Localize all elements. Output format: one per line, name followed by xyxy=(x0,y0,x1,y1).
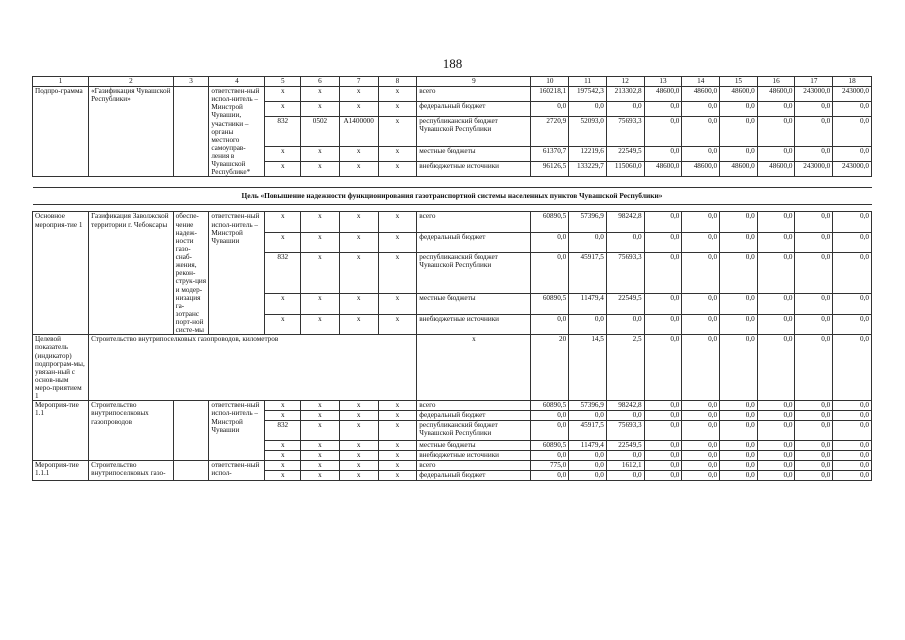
year-value: 0,0 xyxy=(795,461,833,471)
budget-table xyxy=(32,76,872,481)
year-value: 0,0 xyxy=(757,471,795,481)
year-value: 48600,0 xyxy=(682,87,720,102)
goal-cell xyxy=(173,87,209,177)
year-value: 0,0 xyxy=(682,314,720,335)
expense-type-code: х xyxy=(378,294,417,314)
year-value: 0,0 xyxy=(795,147,833,162)
expense-type-code: х xyxy=(378,147,417,162)
indicator-value: 0,0 xyxy=(682,335,720,401)
year-value: 0,0 xyxy=(720,117,758,147)
year-value: 22549,5 xyxy=(606,294,644,314)
column-number: 1 xyxy=(33,77,89,87)
year-value: 60890,5 xyxy=(531,212,569,232)
year-value: 11479,4 xyxy=(569,294,607,314)
column-number: 2 xyxy=(89,77,174,87)
year-value: 0,0 xyxy=(795,253,833,294)
grbs-code: х xyxy=(265,314,301,335)
year-value: 0,0 xyxy=(569,232,607,252)
year-value: 0,0 xyxy=(682,253,720,294)
year-value: 0,0 xyxy=(644,401,682,411)
name-cell: Строительство внутрипоселковых газо- xyxy=(89,461,174,481)
expense-type-code: х xyxy=(378,471,417,481)
program-code: х xyxy=(339,314,378,335)
section-code: х xyxy=(301,441,340,451)
section-code: х xyxy=(301,401,340,411)
grbs-code: 832 xyxy=(265,117,301,147)
year-value: 57396,9 xyxy=(569,212,607,232)
indicator-value: 0,0 xyxy=(720,335,758,401)
column-number: 18 xyxy=(833,77,872,87)
year-value: 11479,4 xyxy=(569,441,607,451)
column-number: 6 xyxy=(301,77,340,87)
goal-cell: обеспе-чение надеж-ности газо-снаб-жения, рекон-струк-ция и модер-низация га-зотранс порт-ной систе-мы xyxy=(173,212,209,335)
year-value: 12219,6 xyxy=(569,147,607,162)
column-number: 4 xyxy=(209,77,265,87)
table-row xyxy=(33,461,872,471)
program-code: х xyxy=(339,411,378,421)
year-value: 0,0 xyxy=(569,102,607,117)
year-value: 1612,1 xyxy=(606,461,644,471)
indicator-value: 0,0 xyxy=(644,335,682,401)
year-value: 0,0 xyxy=(795,314,833,335)
grbs-code: 832 xyxy=(265,253,301,294)
expense-type-code: х xyxy=(378,421,417,441)
year-value: 0,0 xyxy=(757,212,795,232)
grbs-code: х xyxy=(265,147,301,162)
year-value: 0,0 xyxy=(644,102,682,117)
year-value: 0,0 xyxy=(644,294,682,314)
year-value: 0,0 xyxy=(606,314,644,335)
grbs-code: х xyxy=(265,401,301,411)
year-value: 0,0 xyxy=(757,253,795,294)
year-value: 0,0 xyxy=(720,471,758,481)
year-value: 0,0 xyxy=(569,461,607,471)
year-value: 48600,0 xyxy=(757,87,795,102)
year-value: 0,0 xyxy=(720,147,758,162)
year-value: 0,0 xyxy=(833,212,872,232)
year-value: 48600,0 xyxy=(644,162,682,177)
year-value: 0,0 xyxy=(795,411,833,421)
year-value: 0,0 xyxy=(644,471,682,481)
year-value: 0,0 xyxy=(795,212,833,232)
year-value: 75693,3 xyxy=(606,421,644,441)
year-value: 0,0 xyxy=(757,314,795,335)
year-value: 0,0 xyxy=(795,401,833,411)
year-value: 0,0 xyxy=(720,314,758,335)
funding-source: всего xyxy=(417,212,531,232)
grbs-code: х xyxy=(265,451,301,461)
spacer xyxy=(33,177,872,188)
year-value: 0,0 xyxy=(531,232,569,252)
expense-type-code: х xyxy=(378,253,417,294)
goal-row xyxy=(33,188,872,205)
year-value: 0,0 xyxy=(757,147,795,162)
funding-source: внебюджетные источники xyxy=(417,314,531,335)
year-value: 48600,0 xyxy=(720,87,758,102)
funding-source: всего xyxy=(417,461,531,471)
year-value: 0,0 xyxy=(720,411,758,421)
indicator-row xyxy=(33,335,872,401)
expense-type-code: х xyxy=(378,232,417,252)
year-value: 45917,5 xyxy=(569,421,607,441)
year-value: 0,0 xyxy=(682,294,720,314)
year-value: 0,0 xyxy=(531,451,569,461)
level-cell: Мероприя-тие 1.1.1 xyxy=(33,461,89,481)
year-value: 0,0 xyxy=(682,102,720,117)
funding-source: местные бюджеты xyxy=(417,294,531,314)
funding-source: местные бюджеты xyxy=(417,147,531,162)
grbs-code: х xyxy=(265,232,301,252)
year-value: 0,0 xyxy=(682,232,720,252)
program-code: х xyxy=(339,162,378,177)
column-number: 3 xyxy=(173,77,209,87)
year-value: 0,0 xyxy=(833,411,872,421)
year-value: 48600,0 xyxy=(644,87,682,102)
year-value: 115060,0 xyxy=(606,162,644,177)
page-number: 188 xyxy=(442,56,463,71)
indicator-value: 20 xyxy=(531,335,569,401)
year-value: 0,0 xyxy=(569,471,607,481)
year-value: 0,0 xyxy=(795,441,833,451)
year-value: 0,0 xyxy=(833,461,872,471)
section-code: х xyxy=(301,87,340,102)
column-number: 10 xyxy=(531,77,569,87)
expense-type-code: х xyxy=(378,411,417,421)
executor-cell: ответствен-ный испол- xyxy=(209,461,265,481)
year-value: 0,0 xyxy=(644,117,682,147)
year-value: 0,0 xyxy=(720,212,758,232)
year-value: 0,0 xyxy=(606,471,644,481)
executor-cell: ответствен-ный испол-нитель – Минстрой Чувашии xyxy=(209,401,265,461)
year-value: 0,0 xyxy=(795,471,833,481)
year-value: 0,0 xyxy=(682,411,720,421)
indicator-value: 2,5 xyxy=(606,335,644,401)
year-value: 0,0 xyxy=(720,421,758,441)
program-code: х xyxy=(339,147,378,162)
header-row xyxy=(33,77,872,87)
year-value: 0,0 xyxy=(644,411,682,421)
year-value: 2720,9 xyxy=(531,117,569,147)
program-code: х xyxy=(339,401,378,411)
column-number: 17 xyxy=(795,77,833,87)
expense-type-code: х xyxy=(378,87,417,102)
indicator-label: Целевой показатель (индикатор) подпрограм-мы, увязан-ный с основ-ным меро-приятием 1 xyxy=(33,335,89,401)
year-value: 0,0 xyxy=(720,253,758,294)
year-value: 0,0 xyxy=(531,471,569,481)
year-value: 0,0 xyxy=(833,401,872,411)
year-value: 0,0 xyxy=(569,411,607,421)
program-code: х xyxy=(339,87,378,102)
goal-cell xyxy=(173,401,209,461)
year-value: 0,0 xyxy=(606,102,644,117)
year-value: 0,0 xyxy=(757,421,795,441)
year-value: 60890,5 xyxy=(531,441,569,451)
year-value: 0,0 xyxy=(606,451,644,461)
year-value: 0,0 xyxy=(682,401,720,411)
table-row xyxy=(33,401,872,411)
grbs-code: х xyxy=(265,294,301,314)
funding-source: местные бюджеты xyxy=(417,441,531,451)
year-value: 0,0 xyxy=(795,117,833,147)
name-cell: «Газификация Чувашской Республики» xyxy=(89,87,174,177)
year-value: 0,0 xyxy=(644,441,682,451)
year-value: 98242,8 xyxy=(606,212,644,232)
year-value: 0,0 xyxy=(833,147,872,162)
year-value: 160218,1 xyxy=(531,87,569,102)
year-value: 0,0 xyxy=(531,421,569,441)
expense-type-code: х xyxy=(378,451,417,461)
funding-source: федеральный бюджет xyxy=(417,232,531,252)
year-value: 98242,8 xyxy=(606,401,644,411)
section-code: х xyxy=(301,411,340,421)
year-value: 0,0 xyxy=(757,411,795,421)
indicator-value: 0,0 xyxy=(833,335,872,401)
column-number: 16 xyxy=(757,77,795,87)
year-value: 61370,7 xyxy=(531,147,569,162)
indicator-source: х xyxy=(417,335,531,401)
section-code: х xyxy=(301,147,340,162)
grbs-code: 832 xyxy=(265,421,301,441)
year-value: 213302,8 xyxy=(606,87,644,102)
year-value: 0,0 xyxy=(644,147,682,162)
year-value: 0,0 xyxy=(644,232,682,252)
program-code: х xyxy=(339,471,378,481)
year-value: 0,0 xyxy=(720,102,758,117)
expense-type-code: х xyxy=(378,461,417,471)
year-value: 0,0 xyxy=(795,451,833,461)
program-code: А1400000 xyxy=(339,117,378,147)
column-number: 9 xyxy=(417,77,531,87)
year-value: 0,0 xyxy=(757,401,795,411)
column-number: 5 xyxy=(265,77,301,87)
year-value: 52093,0 xyxy=(569,117,607,147)
table-body xyxy=(33,77,872,481)
column-number: 14 xyxy=(682,77,720,87)
section-code: 0502 xyxy=(301,117,340,147)
section-code: х xyxy=(301,102,340,117)
section-code: х xyxy=(301,471,340,481)
year-value: 0,0 xyxy=(644,451,682,461)
year-value: 0,0 xyxy=(569,451,607,461)
column-number: 11 xyxy=(569,77,607,87)
year-value: 243000,0 xyxy=(795,162,833,177)
year-value: 0,0 xyxy=(531,411,569,421)
year-value: 0,0 xyxy=(795,294,833,314)
year-value: 0,0 xyxy=(644,314,682,335)
grbs-code: х xyxy=(265,102,301,117)
section-code: х xyxy=(301,253,340,294)
funding-source: республиканский бюджет Чувашской Республики xyxy=(417,117,531,147)
funding-source: республиканский бюджет Чувашской Республики xyxy=(417,421,531,441)
expense-type-code: х xyxy=(378,162,417,177)
year-value: 0,0 xyxy=(833,232,872,252)
grbs-code: х xyxy=(265,461,301,471)
year-value: 775,0 xyxy=(531,461,569,471)
year-value: 0,0 xyxy=(682,471,720,481)
year-value: 0,0 xyxy=(531,253,569,294)
column-number: 13 xyxy=(644,77,682,87)
executor-cell: ответствен-ный испол-нитель – Минстрой Чувашии xyxy=(209,212,265,335)
year-value: 60890,5 xyxy=(531,401,569,411)
year-value: 48600,0 xyxy=(682,162,720,177)
section-code: х xyxy=(301,314,340,335)
program-code: х xyxy=(339,294,378,314)
year-value: 243000,0 xyxy=(795,87,833,102)
year-value: 0,0 xyxy=(644,421,682,441)
executor-cell: ответствен-ный испол-нитель – Минстрой Чувашии, участники – органы местного самоуправ-ления в Чувашской Республике* xyxy=(209,87,265,177)
program-code: х xyxy=(339,102,378,117)
grbs-code: х xyxy=(265,411,301,421)
year-value: 0,0 xyxy=(833,314,872,335)
year-value: 0,0 xyxy=(682,117,720,147)
program-code: х xyxy=(339,461,378,471)
section-code: х xyxy=(301,421,340,441)
year-value: 0,0 xyxy=(833,421,872,441)
year-value: 0,0 xyxy=(682,212,720,232)
spacer-row xyxy=(33,177,872,188)
year-value: 0,0 xyxy=(720,451,758,461)
year-value: 0,0 xyxy=(795,102,833,117)
level-cell: Основное мероприя-тие 1 xyxy=(33,212,89,335)
grbs-code: х xyxy=(265,441,301,451)
year-value: 0,0 xyxy=(757,294,795,314)
year-value: 0,0 xyxy=(757,232,795,252)
year-value: 0,0 xyxy=(757,102,795,117)
level-cell: Мероприя-тие 1.1 xyxy=(33,401,89,461)
column-number: 12 xyxy=(606,77,644,87)
year-value: 0,0 xyxy=(795,232,833,252)
indicator-value: 0,0 xyxy=(795,335,833,401)
year-value: 96126,5 xyxy=(531,162,569,177)
year-value: 0,0 xyxy=(833,253,872,294)
year-value: 243000,0 xyxy=(833,162,872,177)
column-number: 15 xyxy=(720,77,758,87)
table-row xyxy=(33,212,872,232)
year-value: 0,0 xyxy=(757,461,795,471)
expense-type-code: х xyxy=(378,212,417,232)
funding-source: всего xyxy=(417,401,531,411)
year-value: 0,0 xyxy=(644,212,682,232)
year-value: 0,0 xyxy=(606,232,644,252)
year-value: 0,0 xyxy=(531,314,569,335)
year-value: 0,0 xyxy=(720,232,758,252)
program-code: х xyxy=(339,421,378,441)
year-value: 45917,5 xyxy=(569,253,607,294)
year-value: 0,0 xyxy=(682,441,720,451)
section-code: х xyxy=(301,232,340,252)
year-value: 0,0 xyxy=(757,117,795,147)
table-row xyxy=(33,87,872,102)
year-value: 0,0 xyxy=(720,401,758,411)
year-value: 0,0 xyxy=(795,421,833,441)
goal-title: Цель «Повышение надежности функционирования газотранспортной системы населенных пунктов Чувашской Республики» xyxy=(33,188,872,205)
funding-source: федеральный бюджет xyxy=(417,471,531,481)
section-code: х xyxy=(301,162,340,177)
funding-source: внебюджетные источники xyxy=(417,451,531,461)
expense-type-code: х xyxy=(378,441,417,451)
year-value: 0,0 xyxy=(833,441,872,451)
year-value: 0,0 xyxy=(720,294,758,314)
expense-type-code: х xyxy=(378,314,417,335)
expense-type-code: х xyxy=(378,102,417,117)
year-value: 0,0 xyxy=(682,461,720,471)
program-code: х xyxy=(339,441,378,451)
section-code: х xyxy=(301,294,340,314)
spacer-row xyxy=(33,205,872,212)
expense-type-code: х xyxy=(378,117,417,147)
year-value: 0,0 xyxy=(833,471,872,481)
expense-type-code: х xyxy=(378,401,417,411)
column-number: 8 xyxy=(378,77,417,87)
year-value: 0,0 xyxy=(833,102,872,117)
year-value: 0,0 xyxy=(682,147,720,162)
funding-source: федеральный бюджет xyxy=(417,102,531,117)
grbs-code: х xyxy=(265,212,301,232)
year-value: 0,0 xyxy=(682,421,720,441)
year-value: 0,0 xyxy=(757,451,795,461)
year-value: 22549,5 xyxy=(606,441,644,451)
year-value: 133229,7 xyxy=(569,162,607,177)
program-code: х xyxy=(339,451,378,461)
year-value: 75693,3 xyxy=(606,253,644,294)
year-value: 0,0 xyxy=(757,441,795,451)
year-value: 22549,5 xyxy=(606,147,644,162)
year-value: 48600,0 xyxy=(757,162,795,177)
year-value: 57396,9 xyxy=(569,401,607,411)
year-value: 0,0 xyxy=(644,253,682,294)
name-cell: Строительство внутрипоселковых газопроводов xyxy=(89,401,174,461)
column-number: 7 xyxy=(339,77,378,87)
level-cell: Подпро-грамма xyxy=(33,87,89,177)
year-value: 0,0 xyxy=(531,102,569,117)
grbs-code: х xyxy=(265,471,301,481)
year-value: 48600,0 xyxy=(720,162,758,177)
goal-cell xyxy=(173,461,209,481)
year-value: 243000,0 xyxy=(833,87,872,102)
year-value: 60890,5 xyxy=(531,294,569,314)
year-value: 0,0 xyxy=(833,294,872,314)
program-code: х xyxy=(339,253,378,294)
section-code: х xyxy=(301,212,340,232)
funding-source: федеральный бюджет xyxy=(417,411,531,421)
year-value: 0,0 xyxy=(720,461,758,471)
year-value: 0,0 xyxy=(644,461,682,471)
year-value: 0,0 xyxy=(833,451,872,461)
year-value: 0,0 xyxy=(682,451,720,461)
year-value: 75693,3 xyxy=(606,117,644,147)
year-value: 0,0 xyxy=(569,314,607,335)
funding-source: всего xyxy=(417,87,531,102)
program-code: х xyxy=(339,212,378,232)
funding-source: внебюджетные источники xyxy=(417,162,531,177)
year-value: 0,0 xyxy=(720,441,758,451)
section-code: х xyxy=(301,461,340,471)
grbs-code: х xyxy=(265,162,301,177)
spacer xyxy=(33,205,872,212)
year-value: 0,0 xyxy=(833,117,872,147)
year-value: 197542,3 xyxy=(569,87,607,102)
name-cell: Газификация Заволжской территории г. Чебоксары xyxy=(89,212,174,335)
indicator-name: Строительство внутрипоселковых газопроводов, километров xyxy=(89,335,417,401)
funding-source: республиканский бюджет Чувашской Республики xyxy=(417,253,531,294)
section-code: х xyxy=(301,451,340,461)
grbs-code: х xyxy=(265,87,301,102)
program-code: х xyxy=(339,232,378,252)
year-value: 0,0 xyxy=(606,411,644,421)
indicator-value: 14,5 xyxy=(569,335,607,401)
indicator-value: 0,0 xyxy=(757,335,795,401)
